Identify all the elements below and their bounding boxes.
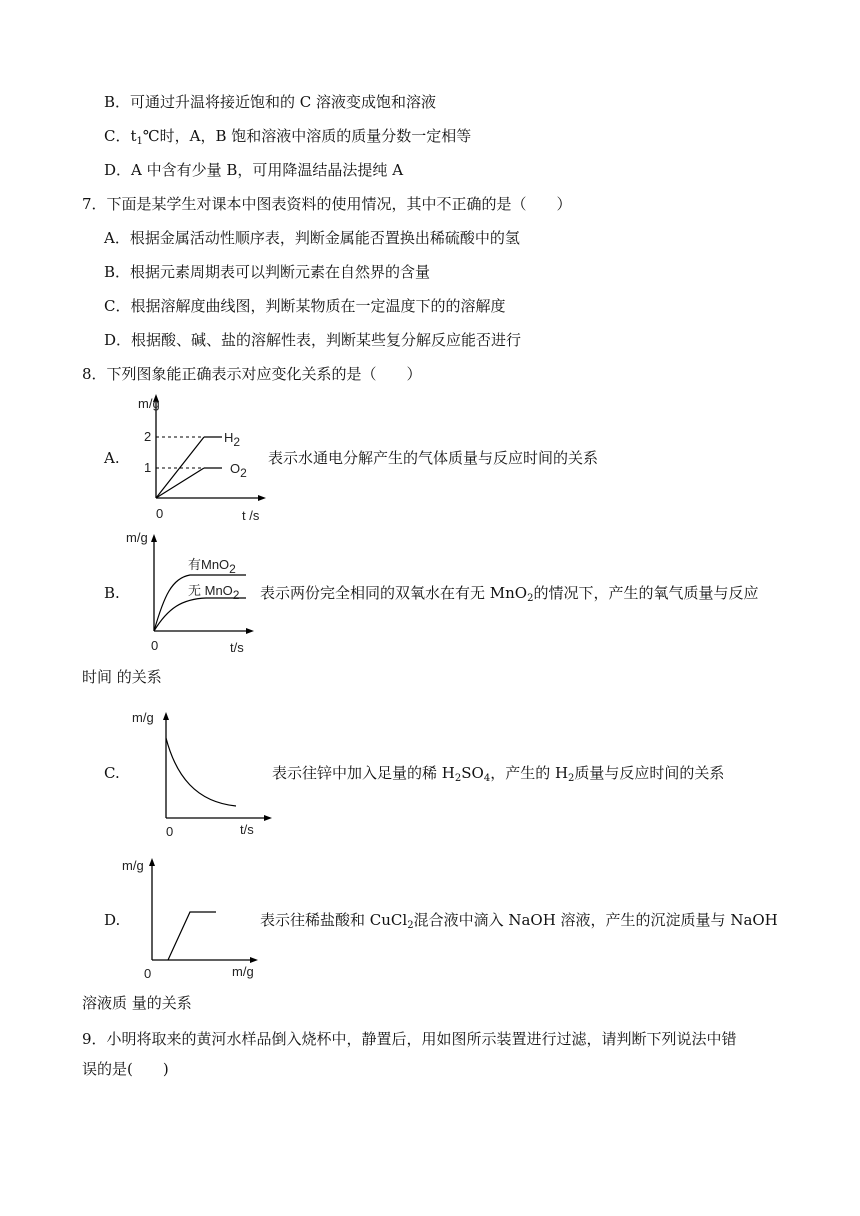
q7-option-c: C．根据溶解度曲线图，判断某物质在一定温度下的的溶解度 [104, 297, 506, 315]
q8-d-ylabel: m/g [122, 858, 144, 873]
q8-c-graph [126, 704, 276, 840]
q8-d-desc-cont: 溶液质 量的关系 [82, 994, 192, 1012]
q6-option-d: D．A 中含有少量 B，可用降温结晶法提纯 A [104, 161, 404, 179]
q8-a-letter: A. [104, 449, 120, 467]
q8-a-ylabel: m/g [138, 396, 160, 411]
q8-b-without-mno2: 无 MnO2 [188, 583, 240, 602]
q8-d-graph [120, 852, 270, 982]
q8-b-letter: B. [104, 584, 120, 602]
q8-b-origin: 0 [151, 638, 159, 653]
q8-a-origin: 0 [156, 506, 164, 521]
q8-c-xlabel: t/s [240, 822, 254, 837]
q8-b-desc: 表示两份完全相同的双氧水在有无 MnO$_2$的情况下，产生的氧气质量与反应 [260, 584, 759, 604]
q8-c-ylabel: m/g [132, 710, 154, 725]
q8-b-ylabel: m/g [126, 530, 148, 545]
q9-stem-line1: 9．小明将取来的黄河水样品倒入烧杯中，静置后，用如图所示装置进行过滤，请判断下列说法中错 [82, 1030, 737, 1048]
q8-a-xlabel: t /s [242, 508, 260, 523]
q8-a-h2-label: H2 [224, 430, 241, 449]
q8-d-origin: 0 [144, 966, 152, 981]
q8-a-tick-1: 1 [144, 460, 152, 475]
q6-option-c: C．$t_1℃$时，A，B 饱和溶液中溶质的质量分数一定相等 [104, 127, 472, 147]
q8-c-desc: 表示往锌中加入足量的稀 $H_2SO_4$，产生的 $H_2$质量与反应时间的关系 [272, 764, 725, 784]
q8-a-tick-2: 2 [144, 429, 152, 444]
q8-a-desc: 表示水通电分解产生的气体质量与反应时间的关系 [268, 449, 599, 467]
q8-d-desc: 表示往稀盐酸和 CuCl$_2$混合液中滴入 NaOH 溶液，产生的沉淀质量与 NaOH [260, 911, 778, 931]
q7-option-a: A．根据金属活动性顺序表，判断金属能否置换出稀硫酸中的氢 [104, 229, 520, 247]
q9-stem-line2: 误的是( ) [82, 1060, 169, 1078]
q8-a-graph [138, 392, 268, 524]
q8-stem: 8．下列图象能正确表示对应变化关系的是（ ） [82, 365, 422, 383]
q7-option-d: D．根据酸、碱、盐的溶解性表，判断某些复分解反应能否进行 [104, 331, 522, 349]
q8-c-origin: 0 [166, 824, 174, 839]
q8-b-xlabel: t/s [230, 640, 244, 655]
q8-d-xlabel: m/g [232, 964, 254, 979]
q8-b-graph [124, 528, 264, 658]
q7-stem: 7．下面是某学生对课本中图表资料的使用情况，其中不正确的是（ ） [82, 195, 572, 213]
q8-c-letter: C. [104, 764, 120, 782]
q8-b-desc-cont: 时间 的关系 [82, 668, 162, 686]
q7-option-b: B．根据元素周期表可以判断元素在自然界的含量 [104, 263, 431, 281]
q8-b-with-mno2: 有MnO2 [188, 557, 236, 576]
q6-option-b: B．可通过升温将接近饱和的 C 溶液变成饱和溶液 [104, 93, 437, 111]
q8-a-o2-label: O2 [230, 461, 247, 480]
q8-d-letter: D. [104, 911, 121, 929]
